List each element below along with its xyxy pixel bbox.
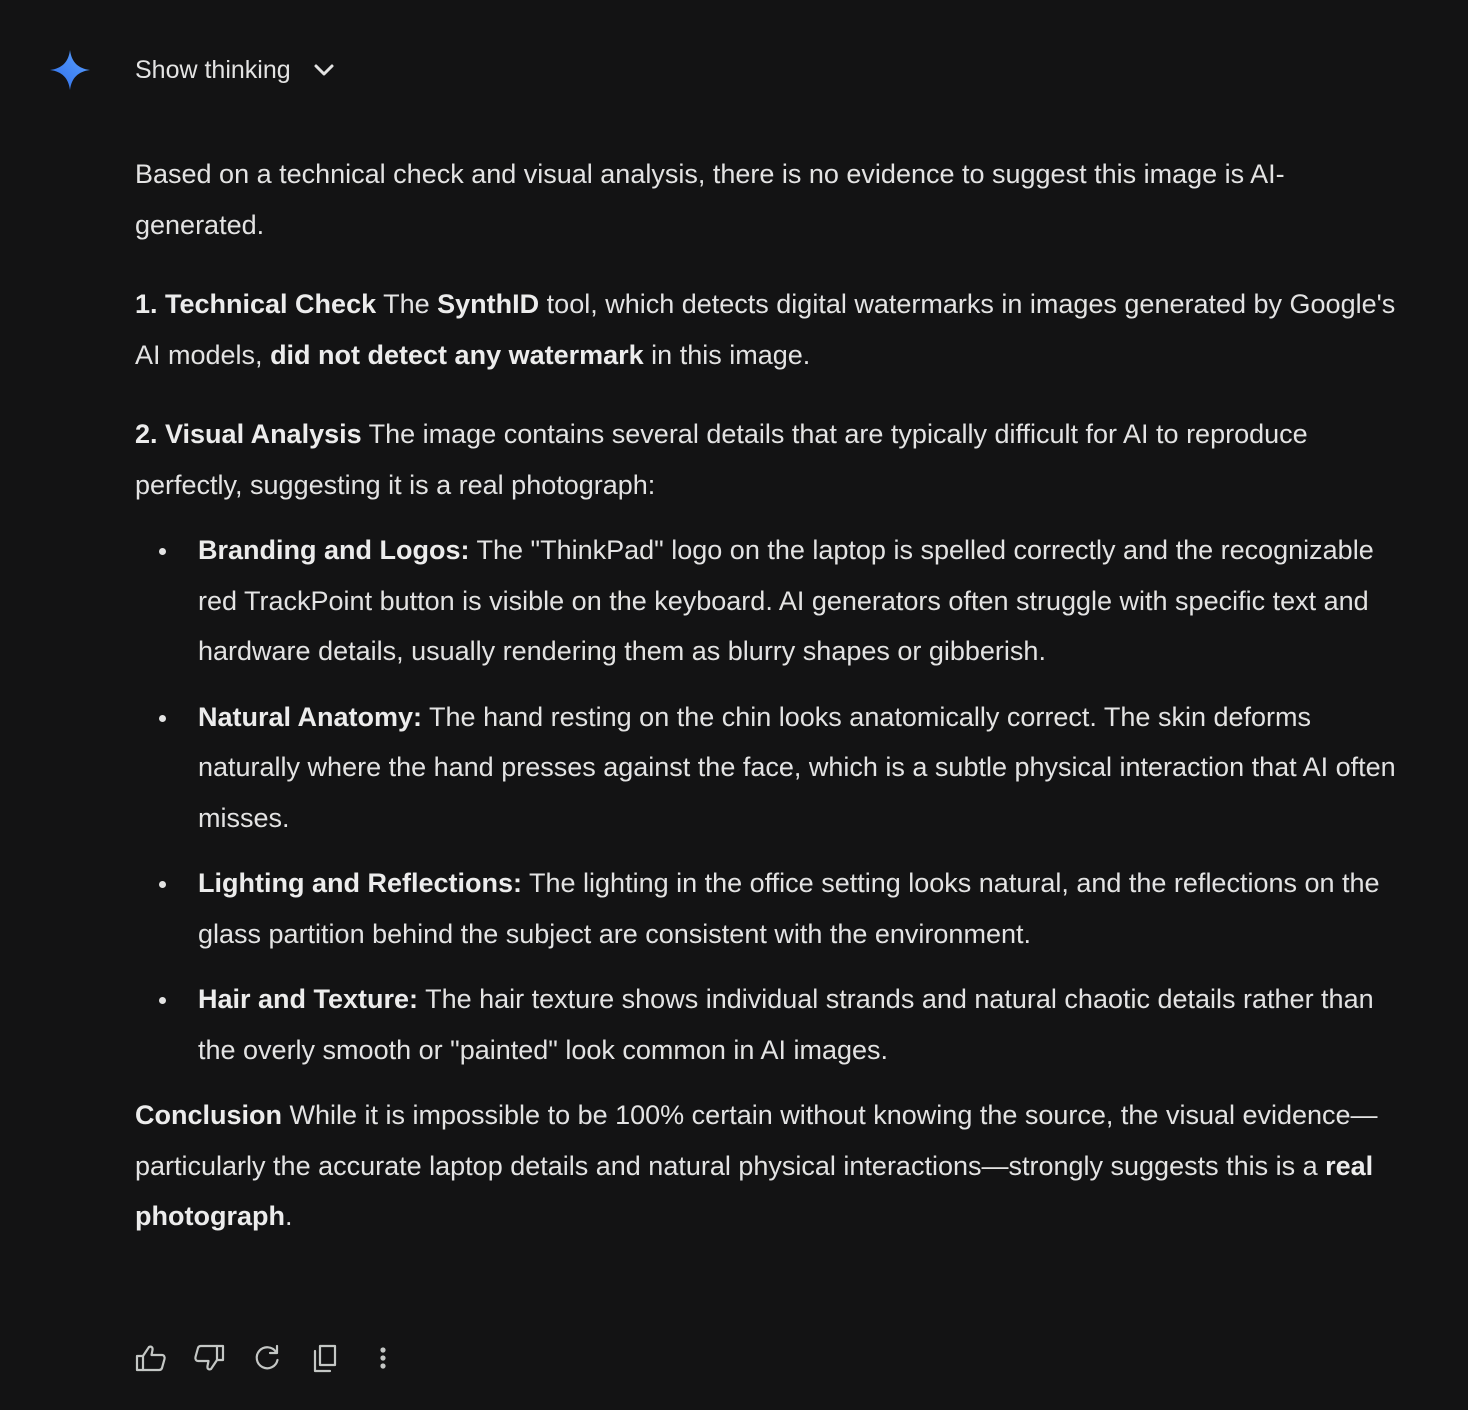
more-options-button[interactable] [367, 1342, 399, 1374]
text: . [284, 1201, 293, 1231]
technical-check-paragraph [135, 279, 1410, 380]
list-item [198, 692, 1410, 844]
list-item [198, 525, 1410, 677]
text: While it is impossible to be 100% certain without knowing the source, the visual evidence—particularly the accurate laptop details and natural physical interactions—strongly suggests this is a [135, 1100, 1378, 1181]
intro-paragraph [135, 149, 1410, 250]
synthid-bold: SynthID [437, 289, 540, 319]
list-item [198, 974, 1410, 1075]
text: in this image. [643, 339, 811, 370]
visual-analysis-heading: 2. Visual Analysis [135, 419, 362, 449]
more-options-icon [378, 1343, 388, 1373]
list-item-title: Natural Anatomy: [198, 701, 423, 732]
list-item-title: Lighting and Reflections: [198, 868, 522, 898]
list-item-text: The hand resting on the chin looks anatomically correct. The skin deforms naturally where the hand presses against the face, which is a subtle physical interaction that AI often misses. [198, 701, 1396, 833]
conclusion-heading: Conclusion [135, 1100, 282, 1130]
text: tool, which detects digital watermarks in images generated by Google's AI models, [135, 289, 1396, 370]
text: The image contains several details that are typically difficult for AI to reproduce perfectly, suggesting it is a real photograph: [135, 419, 1308, 500]
thumbs-down-button[interactable] [193, 1342, 225, 1374]
intro-text: Based on a technical check and visual analysis, there is no evidence to suggest this image is AI-generated. [135, 159, 1285, 240]
response-actions [135, 1342, 425, 1374]
gemini-spark-icon [48, 48, 92, 92]
conclusion-paragraph [135, 1090, 1410, 1242]
regenerate-icon [252, 1343, 282, 1373]
response-body [135, 149, 1410, 1271]
list-item-title: Hair and Texture: [198, 984, 419, 1014]
text: The [376, 289, 438, 319]
analysis-list [135, 525, 1410, 1075]
copy-button[interactable] [309, 1342, 341, 1374]
show-thinking-label: Show thinking [135, 55, 291, 84]
list-item-text: The lighting in the office setting looks natural, and the reflections on the glass partition behind the subject are consistent with the environment. [198, 868, 1380, 949]
conclusion-bold: real photograph [135, 1150, 1374, 1231]
regenerate-button[interactable] [251, 1342, 283, 1374]
watermark-result-bold: did not detect any watermark [270, 339, 644, 370]
show-thinking-toggle[interactable] [135, 56, 335, 85]
thumbs-up-icon [135, 1343, 167, 1373]
chevron-down-icon [313, 63, 335, 77]
list-item-text: The "ThinkPad" logo on the laptop is spelled correctly and the recognizable red TrackPoint button is visible on the keyboard. AI generators often struggle with specific text and hardware details, usually rendering them as blurry shapes or gibberish. [198, 535, 1374, 666]
copy-icon [310, 1343, 340, 1373]
thumbs-up-button[interactable] [135, 1342, 167, 1374]
list-item-text: The hair texture shows individual strands and natural chaotic details rather than the overly smooth or "painted" look common in AI images. [198, 984, 1374, 1065]
list-item-title: Branding and Logos: [198, 535, 470, 565]
thumbs-down-icon [193, 1343, 225, 1373]
visual-analysis-paragraph [135, 409, 1410, 510]
response-header [48, 48, 335, 92]
list-item [198, 858, 1410, 959]
technical-check-heading: 1. Technical Check [135, 289, 377, 319]
